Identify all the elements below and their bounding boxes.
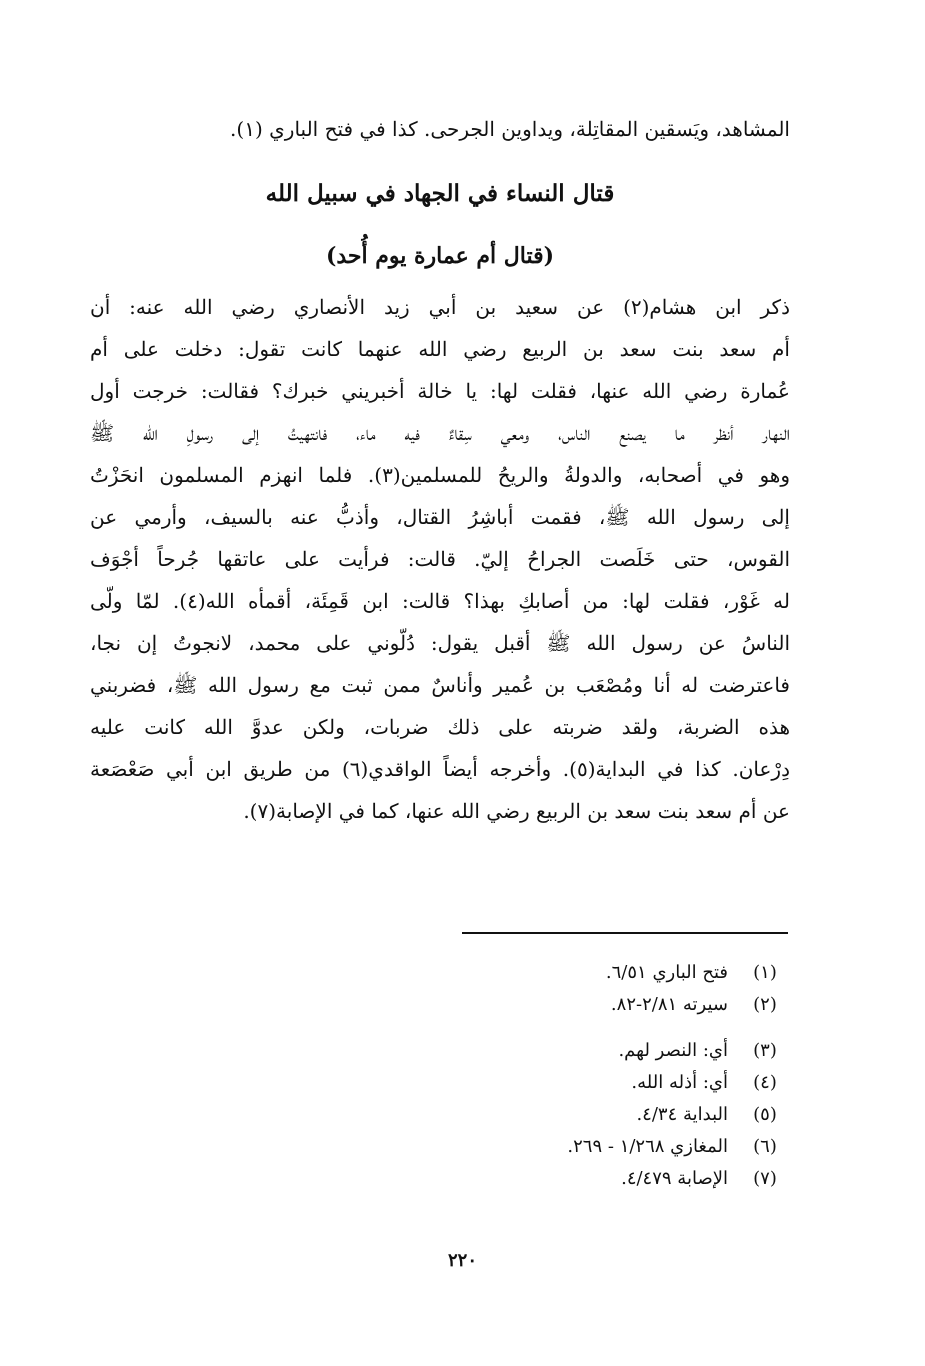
body-line: ذكر ابن هشام(٢) عن سعيد بن أبي زيد الأنصاري رضي الله عنه: أن (90, 295, 790, 319)
body-line: فاعترضت له أنا ومُصْعَب بن عُمير وأناسٌ ممن ثبت مع رسول الله ﷺ، فضربني (90, 673, 790, 697)
footnote-number: (٤) (753, 1072, 777, 1093)
footnote-number: (٥) (753, 1104, 777, 1125)
body-line: وهو في أصحابه، والدولةُ والريحُ للمسلمين(٣). فلما انهزم المسلمون انحَزْتُ (90, 463, 790, 487)
page-body (90, 108, 790, 832)
footnote-number: (١) (753, 962, 777, 983)
footnote-number: (٧) (753, 1168, 777, 1189)
footnote-text: أي: أذله الله. (631, 1072, 728, 1093)
footnote-text: أي: النصر لهم. (618, 1040, 728, 1061)
footnote-text: سيرته ٢/٨١-٨٢. (610, 994, 728, 1015)
footnote-text: المغازي ١/٢٦٨ - ٢٦٩. (567, 1136, 728, 1157)
body-line: عن أم سعد بنت سعد بن الربيع رضي الله عنها، كما في الإصابة(٧). (243, 799, 790, 823)
footnote-item (380, 1168, 790, 1200)
body-line: النهار أنظر ما يصنع الناس، ومعي سِقاءٌ فيه ماء، فانتهيتُ إلى رسولِ الله ﷺ (90, 421, 790, 445)
footnote-item (380, 962, 790, 994)
page-number: ٢٢٠ (447, 1250, 477, 1271)
body-line: هذه الضربة، ولقد ضربته على ذلك ضربات، ولكن عدوَّ الله كانت عليه (90, 715, 790, 739)
footnote-item (380, 1104, 790, 1136)
footnote-item (380, 994, 790, 1026)
body-line: دِرْعان. كذا في البداية(٥). وأخرجه أيضاً الواقدي(٦) من طريق ابن أبي صَعْصَعة (90, 757, 790, 781)
footnote-number: (٢) (753, 994, 777, 1015)
body-line: له غَوْر، فقلت لها: من أصابكِ بهذا؟ قالت: ابن قَمِئَة، أقمأه الله(٤). لمّا ولّى (90, 589, 790, 613)
section-title: قتال النساء في الجهاد في سبيل الله (265, 180, 615, 207)
intro-line: المشاهد، ويَسقين المقاتِلة، ويداوين الجرحى. كذا في فتح الباري (١). (230, 117, 790, 141)
footnote-text: فتح الباري ٦/٥١. (605, 962, 728, 983)
body-line: أم سعد بنت سعد بن الربيع رضي الله عنهما كانت تقول: دخلت على أم (90, 337, 790, 361)
footnotes (380, 962, 790, 1200)
footnote-item (380, 1136, 790, 1168)
body-line: عُمارة رضي الله عنها، فقلت لها: يا خالة أخبريني خبرك؟ فقالت: خرجت أول (90, 379, 790, 403)
footnote-item (380, 1072, 790, 1104)
footnote-item (380, 1040, 790, 1072)
footnote-number: (٦) (753, 1136, 777, 1157)
footnote-text: البداية ٤/٣٤. (636, 1104, 728, 1125)
body-line: القوس، حتى خَلَصت الجراحُ إليّ. قالت: فرأيت على عاتقها جُرحاً أجْوَف (90, 547, 790, 571)
body-text (90, 286, 790, 832)
body-line: إلى رسول الله ﷺ، فقمت أباشِرُ القتال، وأذبُّ عنه بالسيف، وأرمي عن (90, 505, 790, 529)
footnote-text: الإصابة ٤/٤٧٩. (621, 1168, 728, 1189)
footnote-divider (462, 932, 788, 934)
footnote-number: (٣) (753, 1040, 777, 1061)
subsection-title: (قتال أم عمارة يوم أُحد) (325, 243, 555, 269)
body-line: الناسُ عن رسول الله ﷺ أقبل يقول: دُلّوني على محمد، لانجوتُ إن نجا، (90, 631, 790, 655)
